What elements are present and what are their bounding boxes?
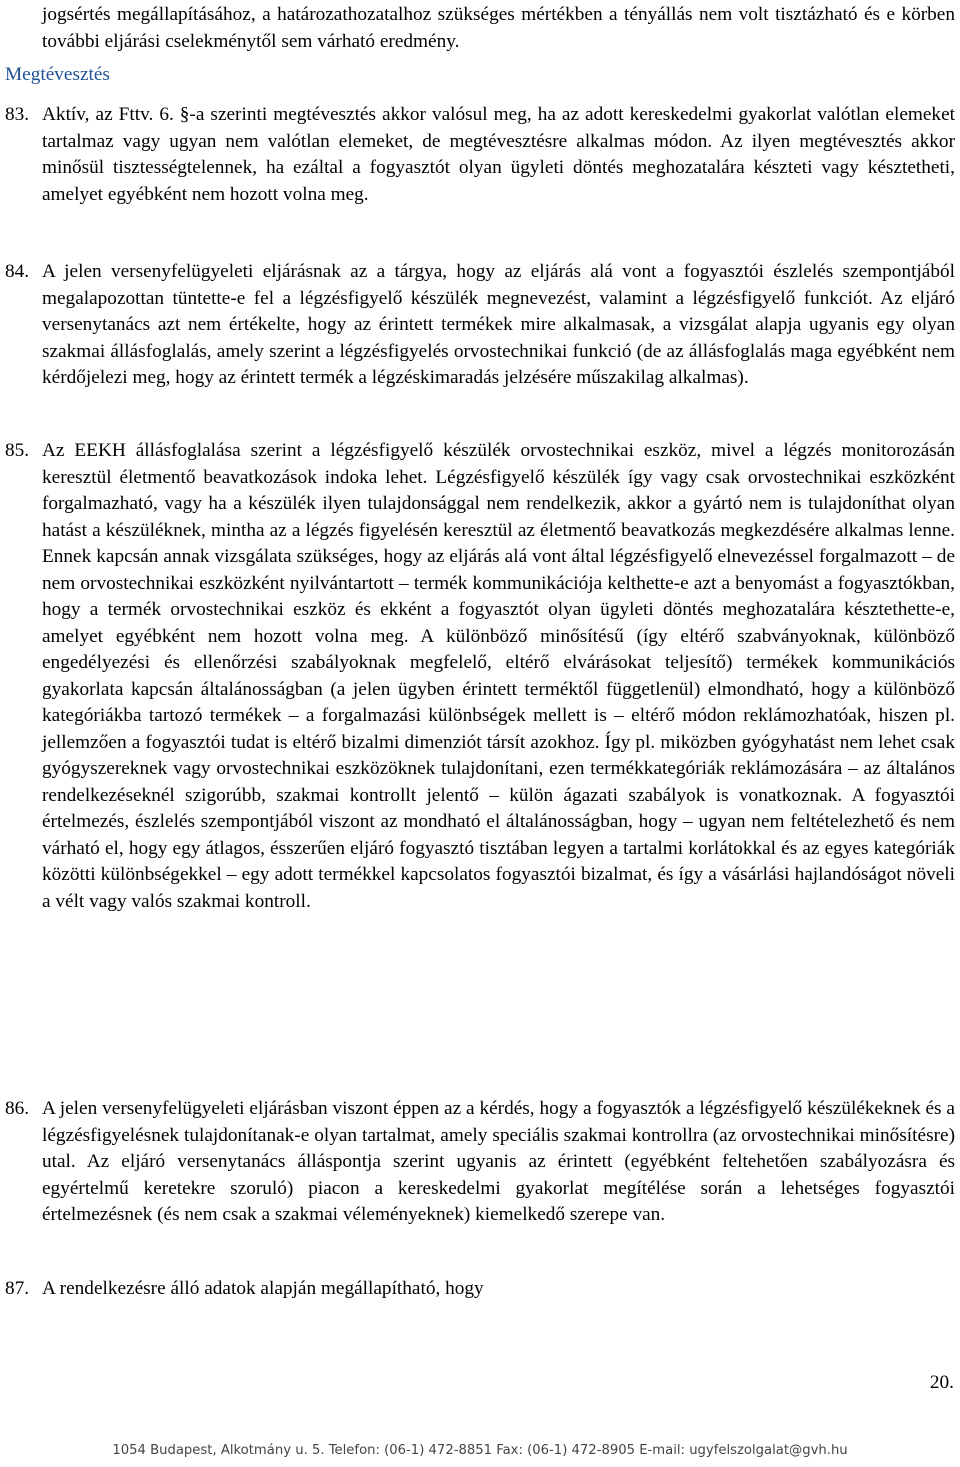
paragraph-text: Aktív, az Fttv. 6. §-a szerinti megtévesztés akkor valósul meg, ha az adott kereskedelmi gyakorlat valótlan elemeket tartalmaz vagy ugyan nem valótlan elemeket, de megtévesztésre alkalmas módon. Az ilyen megtévesztés akkor minősül tisztességtelennek, ha ezáltal a fogyasztót olyan ügyleti döntés meghozatalára készteti vagy késztetheti, amelyet egyébként nem hozott volna meg. xyxy=(42,104,955,205)
paragraph-84 xyxy=(5,259,955,392)
footer-contact: 1054 Budapest, Alkotmány u. 5. Telefon: (06-1) 472-8851 Fax: (06-1) 472-8905 E-mail: ugyfelszolgalat@gvh.hu xyxy=(112,1443,848,1458)
paragraph-number: 83. xyxy=(5,104,30,125)
paragraph-text: A rendelkezésre álló adatok alapján megállapítható, hogy xyxy=(42,1278,484,1299)
paragraph-text: A jelen versenyfelügyeleti eljárásban viszont éppen az a kérdés, hogy a fogyasztók a légzésfigyelő készülékeknek és a légzésfigyelésnek tulajdonítanak-e olyan tartalmat, amely speciális szakmai kontrollra (az orvostechnikai minősítésre) utal. Az eljáró versenytanács álláspontja szerint ugyanis az érintett (egyébként feltehetően szabályozásra és egyértelmű keretekre szoruló) piacon a kereskedelmi gyakorlat megítélése során a lehetséges fogyasztói értelmezésnek (és nem csak a szakmai véleményeknek) kiemelkedő szerepe van. xyxy=(42,1098,955,1225)
intro-paragraph: jogsértés megállapításához, a határozathozatalhoz szükséges mértékben a tényállás nem volt tisztázható és e körben további eljárási cselekménytől sem várható eredmény. xyxy=(42,4,955,52)
paragraph-83 xyxy=(5,102,955,208)
paragraph-text: Az EEKH állásfoglalása szerint a légzésfigyelő készülék orvostechnikai eszköz, mivel a légzés monitorozásán keresztül életmentő beavatkozások indoka lehet. Légzésfigyelő készülék így vagy csak orvostechnikai eszközként forgalmazható, vagy ha a készülék ilyen tulajdonsággal nem rendelkezik, akkor a gyártó nem is tulajdoníthat olyan hatást a készüléknek, mintha az a légzés figyelésén keresztül az életmentő beavatkozás megkezdésére alkalmas lenne. Ennek kapcsán annak vizsgálata szükséges, hogy az eljárás alá vont által légzésfigyelő elnevezéssel forgalmazott – de nem orvostechnikai eszközként nyilvántartott – termék kommunikációja kelthette-e azt a benyomást a fogyasztókban, hogy a termék orvostechnikai eszköz és ekként a fogyasztót olyan ügyleti döntés meghozatalára késztethette-e, amelyet egyébként nem hozott volna meg. A különböző minősítésű (így eltérő szabványoknak, különböző engedélyezési és ellenőrzési szabályoknak megfelelő, eltérő elvárásokat teljesítő) termékek kommunikációs gyakorlata kapcsán általánosságban (a jelen ügyben érintett terméktől függetlenül) elmondható, hogy a különböző kategóriákba tartozó termékek – a forgalmazási különbségek mellett is – eltérő módon reklámozhatóak, hiszen pl. jellemzően a fogyasztói tudat is eltérő bizalmi dimenziót társít azokhoz. Így pl. miközben gyógyhatást nem lehet csak gyógyszereknek vagy orvostechnikai eszközöknek tulajdonítani, ezen termékkategóriák reklámozására – az általános rendelkezéseknél szigorúbb, szakmai kontrollt jelentő – külön ágazati szabályok is vonatkoznak. A fogyasztói értelmezés, észlelés szempontjából viszont az mondható el általánosságban, hogy – ugyan nem feltételezhető és nem várható el, hogy egy átlagos, ésszerűen eljáró fogyasztó tisztában legyen a tartalmi korlátokkal és az egyes kategóriák közötti különbségekkel – egy adott termékkel kapcsolatos fogyasztói bizalmat, és így a vásárlási hajlandóságot növeli a vélt vagy valós szakmai kontroll. xyxy=(42,440,955,912)
paragraph-number: 87. xyxy=(5,1278,30,1299)
section-heading: Megtévesztés xyxy=(5,64,110,85)
paragraph-87 xyxy=(5,1276,955,1303)
paragraph-number: 84. xyxy=(5,261,30,282)
paragraph-text: A jelen versenyfelügyeleti eljárásnak az a tárgya, hogy az eljárás alá vont a fogyasztói észlelés szempontjából megalapozottan tüntette-e fel a légzésfigyelő készülék megnevezést, valamint a légzésfigyelő funkciót. Az eljáró versenytanács azt nem értékelte, hogy az érintett termékek mire alkalmasak, a vizsgálat alapja ugyanis egy olyan szakmai állásfoglalás, amely szerint a légzésfigyelés orvostechnikai funkció (de az állásfoglalás maga egyébként nem kérdőjelezi meg, hogy az érintett termék a légzéskimaradás jelzésére műszakilag alkalmas). xyxy=(42,261,955,388)
paragraph-85 xyxy=(5,438,955,915)
page-number: 20. xyxy=(929,1372,954,1393)
paragraph-86 xyxy=(5,1096,955,1229)
paragraph-number: 86. xyxy=(5,1098,30,1119)
paragraph-number: 85. xyxy=(5,440,30,461)
